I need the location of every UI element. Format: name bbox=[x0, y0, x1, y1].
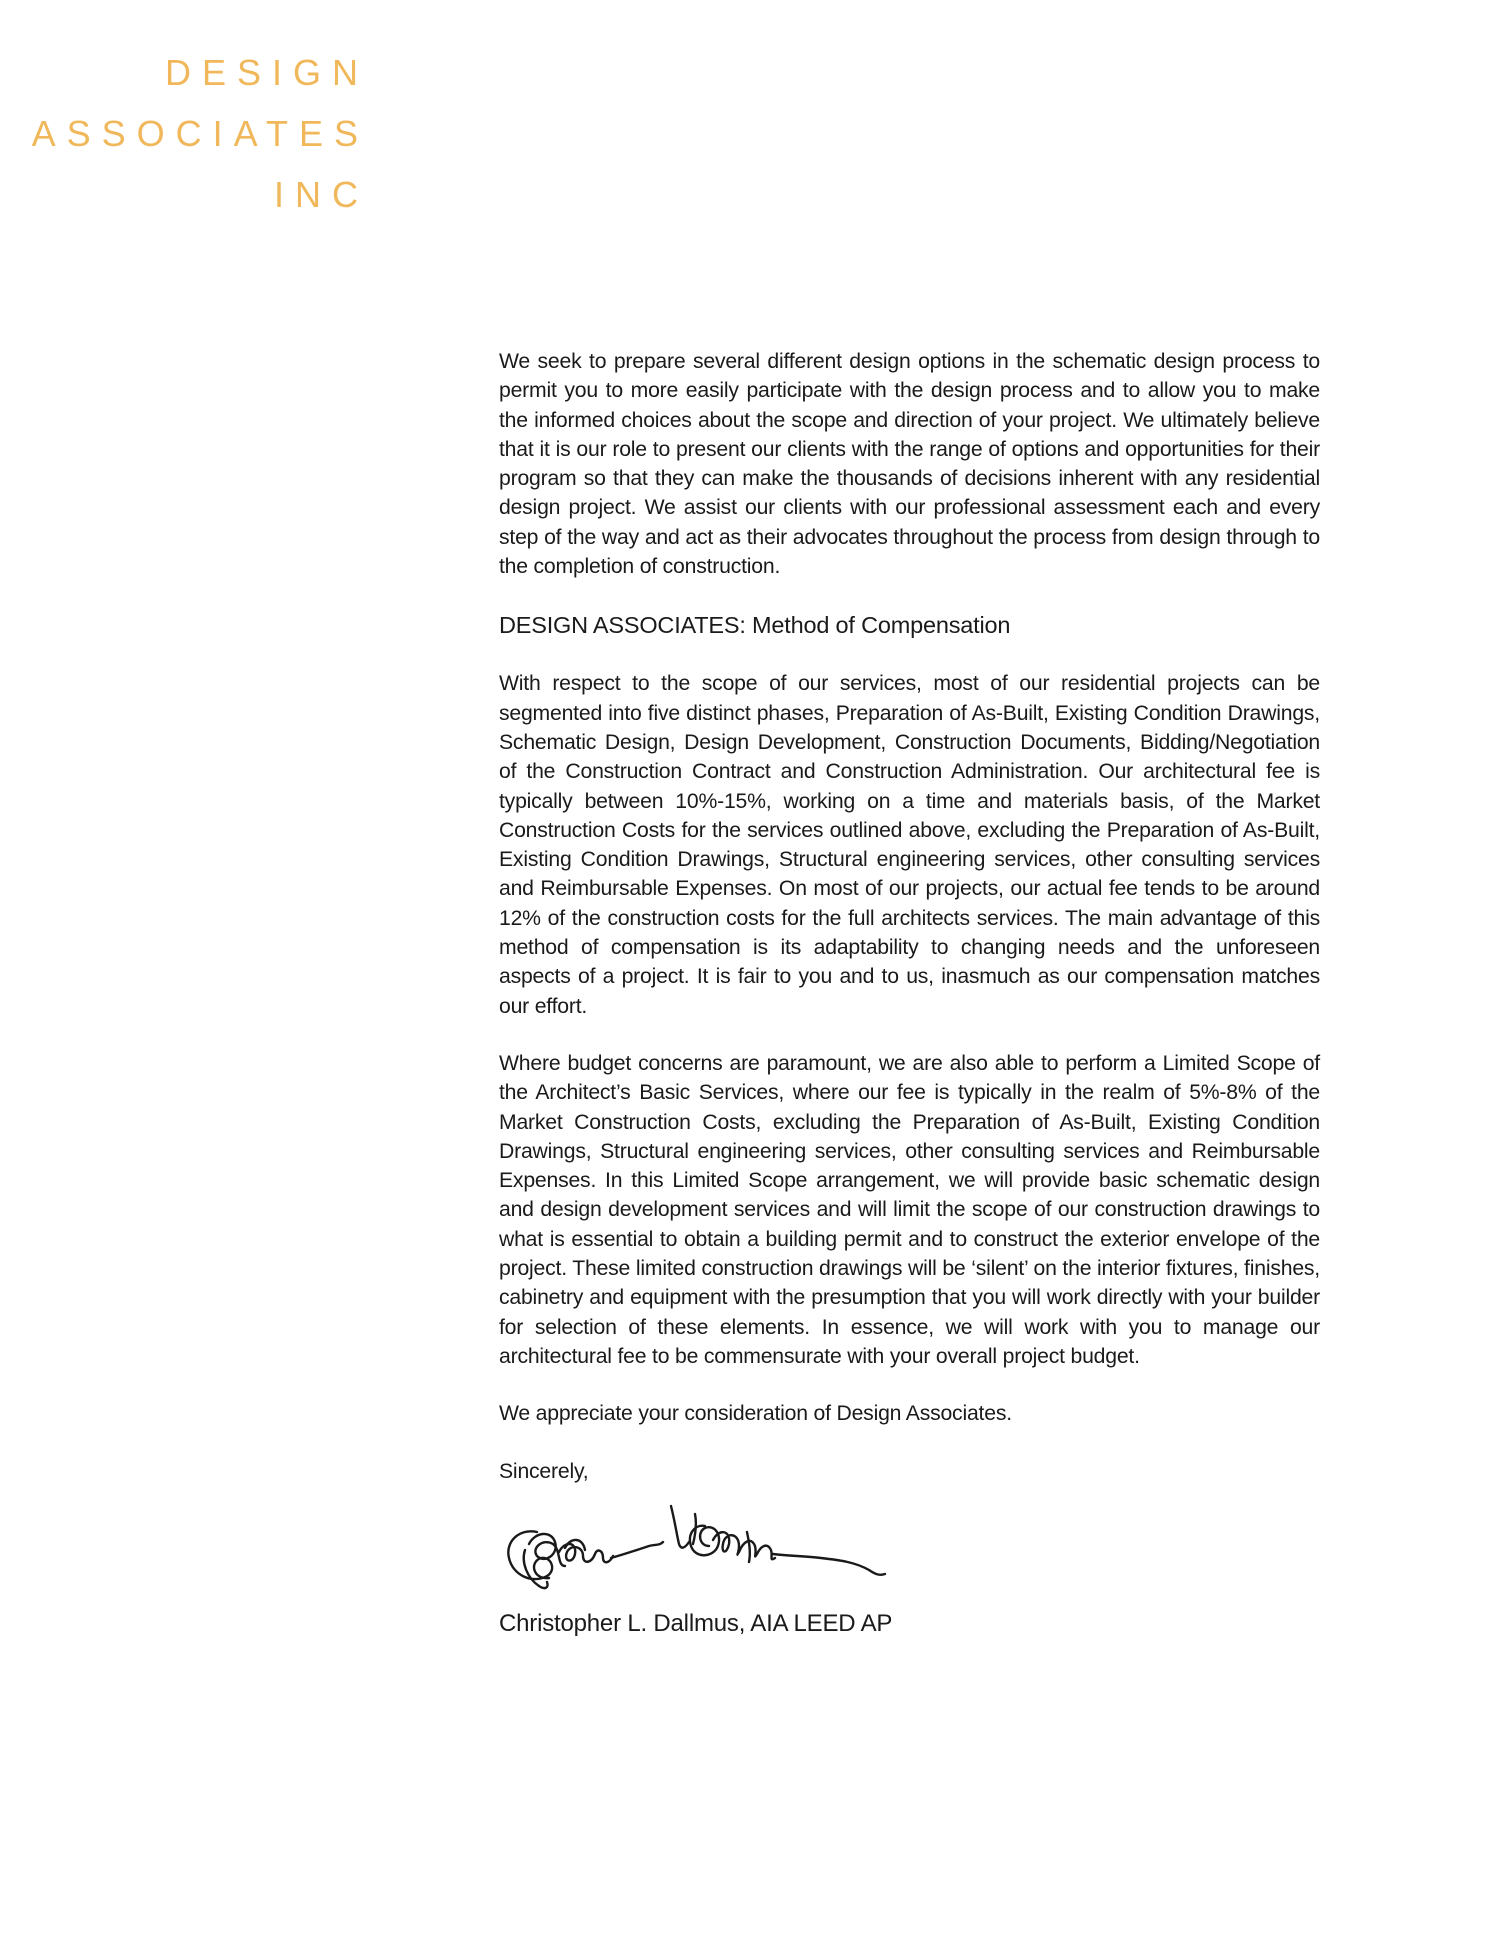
closing-line: Sincerely, bbox=[499, 1459, 589, 1483]
compensation-paragraph: With respect to the scope of our services, most of our residential projects can be segmented into five distinct phases, Preparation of As-Built, Existing Condition Drawings, Schematic Design, Design Development, Construction Documents, Bidding/Negotiation of the Construction Contract and Construction Administration. Our architectural fee is typically between 10%-15%, working on a time and materials basis, of the Market Construction Costs for the services outlined above, excluding the Preparation of As-Built, Existing Condition Drawings, Structural engineering services, other consulting services and Reimbursable Expenses. On most of our projects, our actual fee tends to be around 12% of the construction costs for the full architects services. The main advantage of this method of compensation is its adaptability to changing needs and the unforeseen aspects of a project. It is fair to you and to us, inasmuch as our compensation matches our effort. bbox=[499, 672, 1320, 1018]
intro-paragraph: We seek to prepare several different design options in the schematic design process to permit you to more easily participate with the design process and to allow you to make the informed choices about the scope and direction of your project. We ultimately believe that it is our role to present our clients with the range of options and opportunities for their program so that they can make the thousands of decisions inherent with any residential design project. We assist our clients with our professional assessment each and every step of the way and act as their advocates throughout the process from design through to the completion of construction. bbox=[499, 350, 1320, 579]
company-logo bbox=[31, 42, 369, 225]
logo-line-associates: ASSOCIATES bbox=[31, 113, 369, 154]
letter-body bbox=[499, 347, 1320, 1664]
thanks-line: We appreciate your consideration of Design Associates. bbox=[499, 1402, 1012, 1426]
limited-scope-paragraph: Where budget concerns are paramount, we are also able to perform a Limited Scope of the Architect’s Basic Services, where our fee is typically in the realm of 5%-8% of the Market Construction Costs, excluding the Preparation of As-Built, Existing Condition Drawings, Structural engineering services, other consulting services and Reimbursable Expenses. In this Limited Scope arrangement, we will provide basic schematic design and design development services and will limit the scope of our construction drawings to what is essential to obtain a building permit and to construct the exterior envelope of the project. These limited construction drawings will be ‘silent’ on the interior fixtures, finishes, cabinetry and equipment with the presumption that you will work directly with your builder for selection of these elements. In essence, we will work with you to manage our architectural fee to be commensurate with your overall project budget. bbox=[499, 1051, 1320, 1368]
compensation-heading: DESIGN ASSOCIATES: Method of Compensation bbox=[499, 612, 1011, 639]
logo-line-inc: INC bbox=[274, 174, 369, 215]
handwritten-signature-icon bbox=[499, 1492, 949, 1602]
signer-name: Christopher L. Dallmus, AIA LEED AP bbox=[499, 1609, 893, 1637]
logo-line-design: DESIGN bbox=[164, 52, 369, 93]
